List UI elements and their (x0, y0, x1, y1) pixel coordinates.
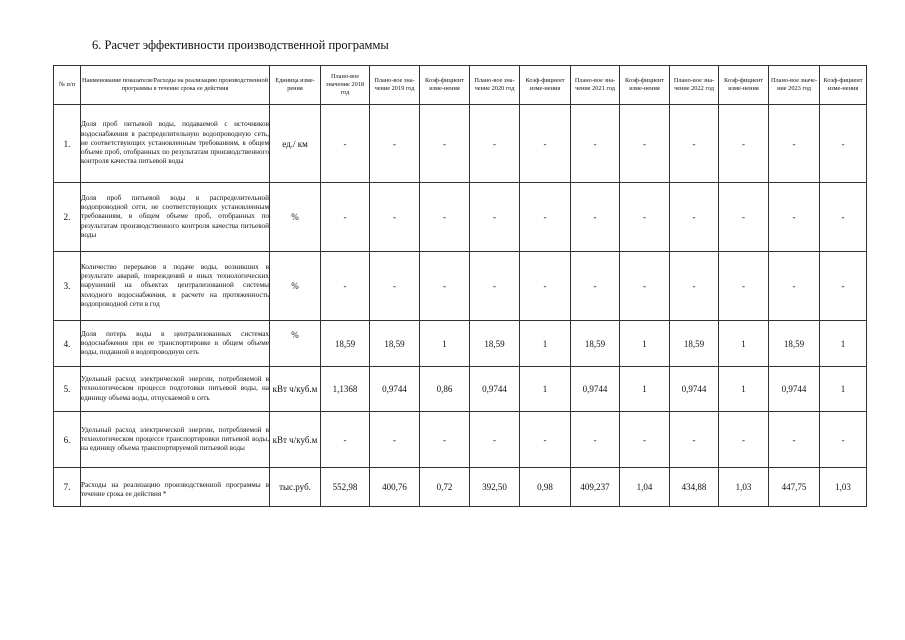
value-cell: - (769, 412, 820, 468)
indicator-name: Доля проб питьевой воды в распределительной водопроводной сети, не соответствующих установленным требованиям, в общем объеме проб, отобранных по результатам производственного контроля качества питьевой воды (81, 183, 270, 252)
value-cell: 18,59 (470, 321, 520, 367)
value-cell: 1 (620, 367, 670, 412)
page-title: 6. Расчет эффективности производственной программы (92, 38, 389, 52)
table-row (54, 252, 867, 321)
col-header-num: № п/п (54, 66, 81, 105)
table-row (54, 412, 867, 468)
unit-cell: % (270, 183, 321, 252)
col-header-name: Наименование показателя/Расходы на реализацию производственной программы в течение срока ее действия (81, 66, 270, 105)
unit-cell: кВт ч/куб.м (270, 367, 321, 412)
unit-cell: % (270, 321, 321, 367)
col-header-plan-2021: Плано-вое зна-чение 2021 год (571, 66, 620, 105)
value-cell: 18,59 (321, 321, 370, 367)
value-cell: 1 (719, 321, 769, 367)
value-cell: - (670, 412, 719, 468)
value-cell: - (370, 412, 420, 468)
row-number: 2. (54, 183, 81, 252)
value-cell: - (470, 252, 520, 321)
table-row (54, 183, 867, 252)
value-cell: - (571, 183, 620, 252)
value-cell: - (620, 105, 670, 183)
value-cell: - (820, 183, 867, 252)
value-cell: 0,72 (420, 468, 470, 507)
value-cell: 392,50 (470, 468, 520, 507)
value-cell: - (769, 183, 820, 252)
value-cell: 1,1368 (321, 367, 370, 412)
col-header-plan-2018: Плано-вое значение 2018 год (321, 66, 370, 105)
value-cell: - (719, 252, 769, 321)
value-cell: 0,9744 (370, 367, 420, 412)
value-cell: 18,59 (670, 321, 719, 367)
unit-cell: ед./ км (270, 105, 321, 183)
table-row (54, 367, 867, 412)
value-cell: - (670, 183, 719, 252)
col-header-plan-2019: Плано-вое зна-чение 2019 год (370, 66, 420, 105)
indicator-name: Расходы на реализацию производственной программы в течение срока ее действия * (81, 468, 270, 507)
value-cell: - (571, 252, 620, 321)
value-cell: 1 (620, 321, 670, 367)
value-cell: - (520, 105, 571, 183)
value-cell: - (321, 105, 370, 183)
value-cell: - (520, 183, 571, 252)
value-cell: 0,9744 (769, 367, 820, 412)
value-cell: - (719, 105, 769, 183)
value-cell: - (321, 183, 370, 252)
value-cell: 1 (520, 321, 571, 367)
value-cell: - (820, 105, 867, 183)
header-row (54, 66, 867, 105)
indicator-name: Удельный расход электрической энергии, потребляемой в технологическом процессе транспортировки питьевой воды, на единицу объема транспортируемой питьевой воды (81, 412, 270, 468)
col-header-plan-2023: Плано-вое значе-ние 2023 год (769, 66, 820, 105)
value-cell: 1,03 (820, 468, 867, 507)
value-cell: 1,04 (620, 468, 670, 507)
indicator-name: Количество перерывов в подаче воды, возникших в результате аварий, повреждений и иных технологических нарушений на объектах централизованной системы холодного водоснабжения, в расчете на протяженность водопроводной сети в год (81, 252, 270, 321)
value-cell: 400,76 (370, 468, 420, 507)
value-cell: - (769, 252, 820, 321)
value-cell: - (620, 252, 670, 321)
value-cell: - (470, 105, 520, 183)
value-cell: - (820, 412, 867, 468)
value-cell: 1 (820, 367, 867, 412)
col-header-coef-2019: Коэф-фициент изме-нения (420, 66, 470, 105)
value-cell: 0,9744 (670, 367, 719, 412)
value-cell: - (670, 105, 719, 183)
value-cell: - (420, 412, 470, 468)
row-number: 5. (54, 367, 81, 412)
value-cell: 0,98 (520, 468, 571, 507)
col-header-coef-2020: Коэф-фициент изме-нения (520, 66, 571, 105)
row-number: 1. (54, 105, 81, 183)
value-cell: - (321, 252, 370, 321)
value-cell: 1 (420, 321, 470, 367)
value-cell: - (620, 412, 670, 468)
value-cell: 0,9744 (571, 367, 620, 412)
value-cell: - (470, 412, 520, 468)
value-cell: - (370, 183, 420, 252)
value-cell: - (670, 252, 719, 321)
value-cell: 1,03 (719, 468, 769, 507)
value-cell: - (571, 412, 620, 468)
row-number: 7. (54, 468, 81, 507)
col-header-plan-2020: Плано-вое зна-чение 2020 год (470, 66, 520, 105)
value-cell: 409,237 (571, 468, 620, 507)
value-cell: 0,86 (420, 367, 470, 412)
value-cell: - (370, 105, 420, 183)
value-cell: - (769, 105, 820, 183)
value-cell: - (820, 252, 867, 321)
value-cell: - (420, 105, 470, 183)
value-cell: 1 (520, 367, 571, 412)
value-cell: - (321, 412, 370, 468)
value-cell: - (520, 252, 571, 321)
value-cell: 1 (820, 321, 867, 367)
indicator-name: Удельный расход электрической энергии, потребляемой в технологическом процессе подготовки питьевой воды, на единицу объема воды, отпускаемой в сеть (81, 367, 270, 412)
value-cell: - (420, 183, 470, 252)
value-cell: 18,59 (370, 321, 420, 367)
table-row (54, 468, 867, 507)
efficiency-table (53, 65, 867, 507)
value-cell: - (719, 412, 769, 468)
unit-cell: % (270, 252, 321, 321)
col-header-plan-2022: Плано-вое зна-чение 2022 год (670, 66, 719, 105)
col-header-coef-2022: Коэф-фициент изме-нения (719, 66, 769, 105)
indicator-name: Доля потерь воды в централизованных системах водоснабжения при ее транспортировке в общем объеме воды, поданной в водопроводную сеть (81, 321, 270, 367)
table-row (54, 105, 867, 183)
value-cell: - (719, 183, 769, 252)
col-header-coef-2023: Коэф-фициент изме-нения (820, 66, 867, 105)
value-cell: - (420, 252, 470, 321)
unit-cell: тыс.руб. (270, 468, 321, 507)
value-cell: 552,98 (321, 468, 370, 507)
row-number: 3. (54, 252, 81, 321)
row-number: 4. (54, 321, 81, 367)
value-cell: - (620, 183, 670, 252)
value-cell: 18,59 (769, 321, 820, 367)
value-cell: - (520, 412, 571, 468)
table-row (54, 321, 867, 367)
value-cell: 434,88 (670, 468, 719, 507)
indicator-name: Доля проб питьевой воды, подаваемой с источников водоснабжения в распределительную водопроводную сеть, не соответствующих установленным требованиям, в общем объеме проб, отобранных по результатам производственного контроля качества питьевой воды (81, 105, 270, 183)
value-cell: - (370, 252, 420, 321)
value-cell: 0,9744 (470, 367, 520, 412)
value-cell: - (470, 183, 520, 252)
col-header-coef-2021: Коэф-фициент изме-нения (620, 66, 670, 105)
col-header-unit: Единица изме-рения (270, 66, 321, 105)
value-cell: - (571, 105, 620, 183)
value-cell: 18,59 (571, 321, 620, 367)
row-number: 6. (54, 412, 81, 468)
unit-cell: кВт ч/куб.м (270, 412, 321, 468)
value-cell: 1 (719, 367, 769, 412)
value-cell: 447,75 (769, 468, 820, 507)
